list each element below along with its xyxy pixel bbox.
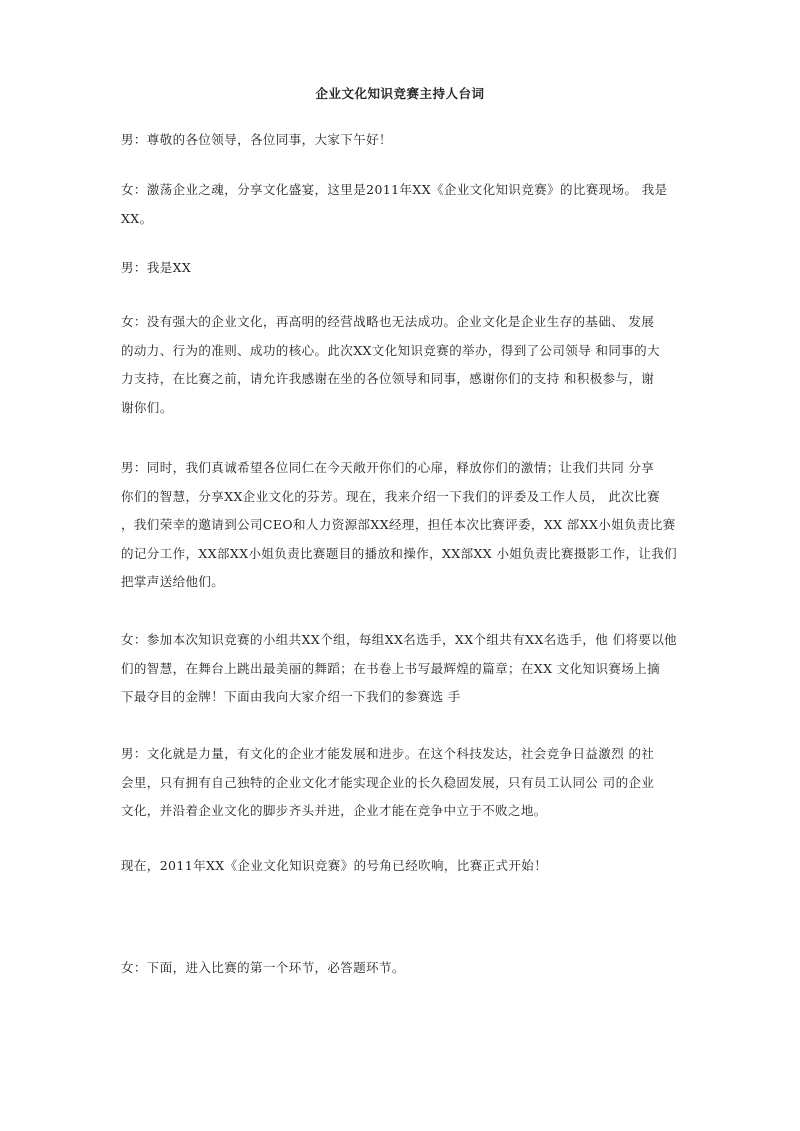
paragraph-line: 的记分工作，XX部XX小姐负责比赛题目的播放和操作，XX部XX 小姐负责比赛摄影工作，让我们 [121, 545, 678, 561]
paragraph-line: 的动力、行为的准则、成功的核心。此次XX文化知识竞赛的举办，得到了公司领导 和同事的大 [121, 342, 660, 358]
paragraph-line: ，我们荣幸的邀请到公司CEO和人力资源部XX经理，担任本次比赛评委，XX 部XX小姐负责比赛 [121, 517, 676, 532]
paragraph-line: 们的智慧，在舞台上跳出最美丽的舞蹈；在书卷上书写最辉煌的篇章；在XX 文化知识赛场上摘 [121, 660, 660, 676]
paragraph-line: 男：同时，我们真诚希望各位同仁在今天敞开你们的心扉，释放你们的激情；让我们共同 分享 [121, 460, 655, 475]
paragraph-2 [121, 176, 681, 233]
paragraph-line: XX。 [121, 210, 153, 226]
paragraph-8 [121, 852, 681, 881]
paragraph-line: 你们的智慧，分享XX企业文化的芬芳。现在，我来介绍一下我们的评委及工作人员， 此次比赛 [121, 488, 660, 504]
paragraph-line: 会里，只有拥有自己独特的企业文化才能实现企业的长久稳固发展，只有员工认同公 司的企业 [121, 774, 655, 790]
paragraph-9 [121, 954, 681, 983]
document-title: 企业文化知识竞赛主持人台词 [315, 86, 485, 101]
paragraph-line: 女：参加本次知识竞赛的小组共XX个组，每组XX名选手，XX个组共有XX名选手，他 们将要以他 [121, 632, 678, 647]
paragraph-line: 现在，2011年XX《企业文化知识竞赛》的号角已经吹响，比赛正式开始！ [121, 858, 548, 873]
paragraph-6 [121, 626, 681, 712]
paragraph-line: 谢你们。 [121, 399, 173, 415]
paragraph-line: 女：下面，进入比赛的第一个环节，必答题环节。 [121, 960, 405, 975]
paragraph-7 [121, 740, 681, 826]
paragraph-line: 把掌声送给他们。 [121, 574, 225, 589]
paragraph-line: 男：尊敬的各位领导，各位同事，大家下午好！ [121, 132, 392, 147]
paragraph-5 [121, 454, 681, 597]
paragraph-line: 女：没有强大的企业文化，再高明的经营战略也无法成功。企业文化是企业生存的基础、 发展 [121, 314, 655, 329]
paragraph-line: 男：文化就是力量，有文化的企业才能发展和进步。在这个科技发达，社会竞争日益激烈 的社 [121, 746, 655, 761]
paragraph-line: 力支持，在比赛之前，请允许我感谢在坐的各位领导和同事，感谢你们的支持 和积极参与，谢 [121, 371, 655, 386]
paragraph-4 [121, 308, 681, 422]
paragraph-3 [121, 254, 681, 283]
paragraph-line: 下最夺目的金牌！下面由我向大家介绍一下我们的参赛选 手 [121, 689, 461, 704]
paragraph-line: 女：激荡企业之魂，分享文化盛宴，这里是2011年XX《企业文化知识竞赛》的比赛现场。 我是 [121, 182, 668, 197]
paragraph-line: 文化，并沿着企业文化的脚步齐头并进，企业才能在竞争中立于不败之地。 [121, 803, 547, 818]
paragraph-line: 男：我是XX [121, 260, 192, 275]
paragraph-1 [121, 126, 681, 155]
